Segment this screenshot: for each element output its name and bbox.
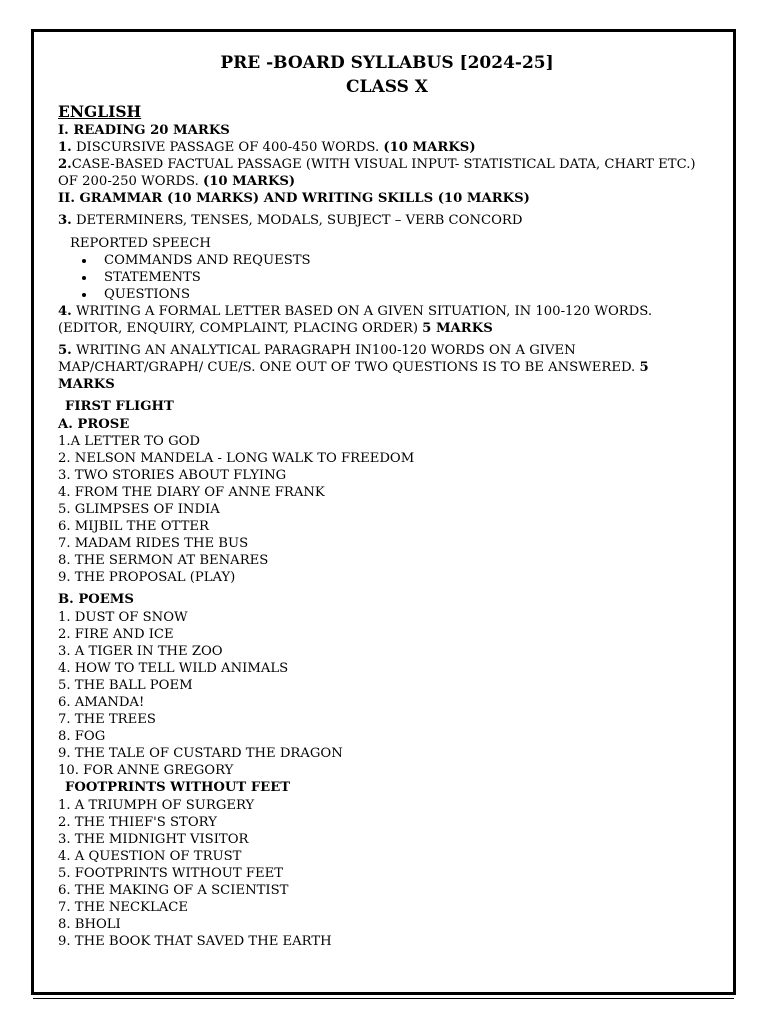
- poems-list: [58, 609, 708, 780]
- reading-heading: I. READING 20 MARKS: [58, 123, 230, 138]
- list-item: 1. A TRIUMPH OF SURGERY: [58, 797, 255, 813]
- item-marks: (10 MARKS): [202, 174, 296, 190]
- list-item: 6. MIJBIL THE OTTER: [58, 519, 209, 535]
- list-item: 2. THE THIEF'S STORY: [58, 814, 217, 830]
- item-marks: (10 MARKS): [383, 140, 476, 156]
- list-item: 7. THE NECKLACE: [58, 900, 188, 916]
- writing-item-4: [58, 303, 708, 337]
- list-item: 8. BHOLI: [58, 917, 121, 933]
- list-item: 9. THE TALE OF CUSTARD THE DRAGON: [58, 746, 343, 762]
- prose-list: [58, 433, 708, 587]
- item-text: DETERMINERS, TENSES, MODALS, SUBJECT – VERB CONCORD: [71, 213, 523, 229]
- list-item: 1. DUST OF SNOW: [58, 609, 188, 625]
- prose-heading: A. PROSE: [58, 416, 130, 432]
- list-item: 4. HOW TO TELL WILD ANIMALS: [58, 660, 289, 676]
- reported-speech-label: REPORTED SPEECH: [70, 235, 211, 251]
- list-item: 3. THE MIDNIGHT VISITOR: [58, 831, 249, 847]
- item-text: WRITING AN ANALYTICAL PARAGRAPH IN100-120 WORDS ON A GIVEN MAP/CHART/GRAPH/ CUE/S. ONE OUT OF TWO QUESTIONS IS TO BE ANSWERED.: [58, 343, 640, 376]
- bullet-item: COMMANDS AND REQUESTS: [80, 252, 708, 269]
- subject-heading: ENGLISH: [58, 102, 142, 121]
- list-item: 10. FOR ANNE GREGORY: [58, 763, 234, 779]
- writing-item-5: [58, 342, 708, 393]
- item-number: 3.: [58, 213, 72, 229]
- list-item: 3. TWO STORIES ABOUT FLYING: [58, 467, 287, 483]
- item-marks: 5 MARKS: [422, 321, 493, 337]
- list-item: 3. A TIGER IN THE ZOO: [58, 643, 223, 659]
- list-item: 5. FOOTPRINTS WITHOUT FEET: [58, 865, 284, 881]
- item-text: WRITING A FORMAL LETTER BASED ON A GIVEN SITUATION, IN 100-120 WORDS. (EDITOR, ENQUIRY, COMPLAINT, PLACING ORDER): [58, 303, 653, 337]
- grammar-heading: II. GRAMMAR (10 MARKS) AND WRITING SKILLS (10 MARKS): [58, 191, 530, 207]
- reported-speech-list: [58, 252, 708, 303]
- item-number: 4.: [58, 303, 72, 319]
- item-number: 2.: [58, 157, 72, 173]
- class-label: CLASS X: [346, 77, 428, 97]
- footprints-heading: FOOTPRINTS WITHOUT FEET: [65, 780, 291, 796]
- list-item: 5. GLIMPSES OF INDIA: [58, 501, 220, 517]
- item-number: 5.: [58, 343, 72, 359]
- list-item: 4. A QUESTION OF TRUST: [58, 848, 242, 864]
- list-item: 6. AMANDA!: [58, 695, 145, 710]
- list-item: 2. NELSON MANDELA - LONG WALK TO FREEDOM: [58, 450, 415, 466]
- poems-heading: B. POEMS: [58, 592, 134, 608]
- document-title: PRE -BOARD SYLLABUS [2024-25]: [220, 53, 554, 73]
- list-item: 7. THE TREES: [58, 712, 156, 728]
- item-text: DISCURSIVE PASSAGE OF 400-450 WORDS.: [71, 140, 384, 156]
- list-item: 2. FIRE AND ICE: [58, 626, 174, 642]
- list-item: 9. THE PROPOSAL (PLAY): [58, 570, 236, 586]
- list-item: 1.A LETTER TO GOD: [58, 433, 200, 449]
- grammar-item-3: [58, 212, 708, 229]
- bullet-item: STATEMENTS: [80, 269, 708, 286]
- list-item: 5. THE BALL POEM: [58, 677, 193, 693]
- list-item: 9. THE BOOK THAT SAVED THE EARTH: [58, 934, 332, 950]
- list-item: 8. THE SERMON AT BENARES: [58, 553, 269, 569]
- first-flight-heading: FIRST FLIGHT: [65, 399, 174, 415]
- bullet-item: QUESTIONS: [80, 286, 708, 303]
- list-item: 6. THE MAKING OF A SCIENTIST: [58, 883, 289, 899]
- footprints-list: [58, 797, 708, 951]
- list-item: 4. FROM THE DIARY OF ANNE FRANK: [58, 484, 325, 500]
- list-item: 8. FOG: [58, 729, 106, 745]
- list-item: 7. MADAM RIDES THE BUS: [58, 536, 249, 552]
- item-marks: 5 MARKS: [58, 360, 649, 393]
- item-text: CASE-BASED FACTUAL PASSAGE (WITH VISUAL INPUT- STATISTICAL DATA, CHART ETC.) OF 200-250 WORDS.: [58, 157, 696, 190]
- syllabus-document: [58, 52, 708, 950]
- reading-item-2: [58, 156, 708, 190]
- reading-item-1: [58, 139, 708, 156]
- item-number: 1.: [58, 140, 72, 156]
